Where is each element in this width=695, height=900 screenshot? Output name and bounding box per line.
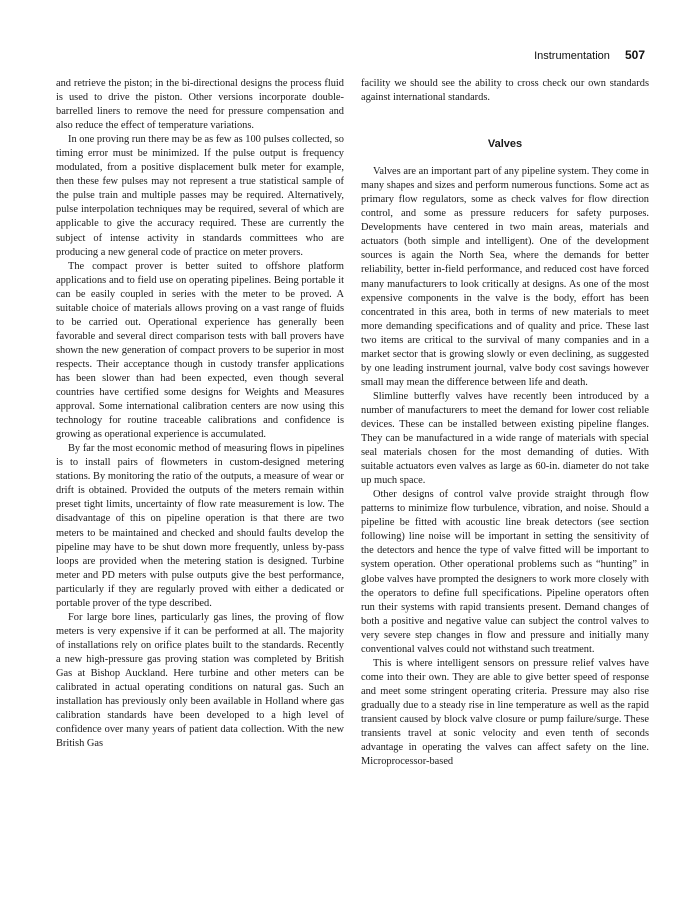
paragraph: This is where intelligent sensors on pressure relief valves have come into their own. They are able to give better speed of response and meet some stringent operating criteria. Pressure may also rise gradually due to a steady rise in line temperature as well as the rapid transient caused by block valve closure or pump failure/surge. These transients travel at sonic velocity and even tenth of seconds advantage in operating the valves can affect safety on the line. Microprocessor-based bbox=[361, 657, 649, 768]
section-heading: Valves bbox=[487, 138, 523, 151]
running-header bbox=[534, 48, 645, 62]
paragraph: Valves are an important part of any pipeline system. They come in many shapes and sizes and perform numerous functions. Some act as primary flow regulators, some as check valves for flow direction control, and some as pressure reducers for safety purposes. Developments have centered in two main areas, materials and actuators (both simple and intelligent). One of the development sources is again the North Sea, where the demands for better reliability, better in-field performance, and reduced cost have forced many manufacturers to look critically at designs. As one of the most expensive components in the valve is the body, effort has been concentrated in this area, both in terms of new materials to meet more demanding specifications and of quality and price. These last two items are critical to the survival of many companies and in a market sector that is growing slowly or even declining, as suggested by one leading instrument journal, valve body cost savings however small may mean the difference between life and death. bbox=[361, 166, 649, 388]
header-section-title: Instrumentation bbox=[534, 50, 610, 62]
paragraph: facility we should see the ability to cross check our own standards against international standards. bbox=[361, 78, 649, 104]
left-column bbox=[56, 77, 344, 751]
page-number: 507 bbox=[624, 48, 645, 62]
paragraph: For large bore lines, particularly gas lines, the proving of flow meters is very expensive if it can be performed at all. The majority of installations rely on orifice plates built to the standards. Recently a new high-pressure gas proving station was completed by British Gas at Bishop Auckland. Here turbine and other meters can be calibrated in actual operating conditions on natural gas. Such an installation has previously only been available in Holland where gas calibration standards have been developed to a high level of confidence over many years of patient data collection. With the new British Gas bbox=[56, 611, 344, 750]
paragraph: Other designs of control valve provide straight through flow patterns to minimize flow turbulence, vibration, and noise. Should a pipeline be fitted with acoustic line break detectors (see section following) line noise will be important in setting the sensitivity of the detectors and hence the type of valve fitted will be important to system operation. Other operational problems such as “hunting” in globe valves have prompted the designers to work more closely with the operators to define full specifications. Pipeline operators often run their systems with rapid transients present. Demand changes of both a positive and negative value can subject the control valves to very severe step changes in flow and pressure and initially many conventional valves could not withstand such treatment. bbox=[361, 489, 649, 655]
paragraph: Slimline butterfly valves have recently been introduced by a number of manufacturers to meet the demand for lower cost reliable devices. These can be installed between existing pipeline flanges. They can be manufactured in a wide range of materials with special seal materials chosen for the most demanding of duties. With suitable actuators even valves as large as 60-in. diameter do not take up much space. bbox=[361, 390, 649, 487]
paragraph: and retrieve the piston; in the bi-directional designs the process fluid is used to drive the piston. Other versions incorporate double-barrelled liners to remove the need for pressure compensation and also reduce the effect of temperature variations. bbox=[56, 78, 344, 132]
paragraph: By far the most economic method of measuring flows in pipelines is to install pairs of flowmeters in custom-designed metering stations. By monitoring the ratio of the outputs, a measure of wear or drift is obtained. Provided the outputs of the meters remain within preset tight limits, uncertainty of flow rate measurement is low. The disadvantage of this on pipeline operation is that there are two meters to be maintained and checked and should faults develop the pipeline may have to be shut down more frequently, unless by-pass loops are provided when the metering station is designed. Turbine meter and PD meters with pulse outputs give the best performance, particularly if they are regularly proved with either a dedicated or portable prover of the type described. bbox=[56, 443, 344, 609]
right-column bbox=[361, 77, 649, 769]
paragraph: The compact prover is better suited to offshore platform applications and to field use on operating pipelines. Being portable it can be easily coupled in series with the meter to be proved. A suitable choice of materials allows proving on a vast range of fluids to be carried out. Operational experience has generally been favorable and several direct comparison tests with ball provers have shown the new generation of compact provers to be superior in most respects. Their acceptance though in custody transfer applications has been slower than had been expected, even though several countries have certified some designs for Weights and Measures approval. Some international calibration centers are now using this technology for routine traceable calibrations and confidence is growing as operational experience is accumulated. bbox=[56, 260, 344, 441]
paragraph: In one proving run there may be as few as 100 pulses collected, so timing error must be minimized. If the pulse output is frequency modulated, from a positive displacement bulk meter for example, then these few pulses may not represent a true statistical sample of the pulse train and multiple passes may be required. Alternatively, pulse interpolation techniques may be required, several of which are applicable to give the accuracy required. These are currently the subject of intense activity in standards committees who are producing a new general code of practice on meter provers. bbox=[56, 134, 344, 258]
